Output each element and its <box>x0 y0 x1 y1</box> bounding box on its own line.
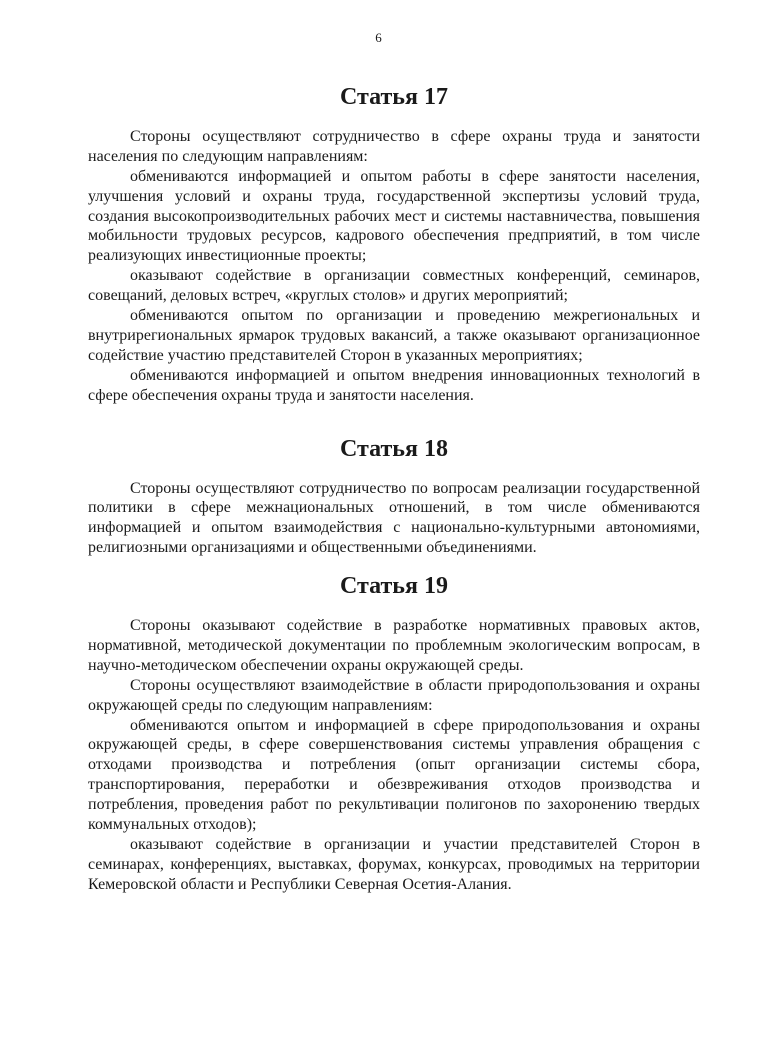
article-19 <box>88 573 700 895</box>
paragraph: обмениваются опытом по организации и проведению межрегиональных и внутрирегиональных ярмарок трудовых вакансий, а также оказывают организационное содействие участию представителей Сторон в указанных мероприятиях; <box>88 307 700 364</box>
paragraph: Стороны осуществляют сотрудничество в сфере охраны труда и занятости населения по следующим направлениям: <box>88 127 700 165</box>
paragraph: оказывают содействие в организации и участии представителей Сторон в семинарах, конференциях, выставках, форумах, конкурсах, проводимых на территории Кемеровской области и Республики Северная Осетия-Алания. <box>88 836 700 893</box>
article-18 <box>88 435 700 559</box>
paragraph: обмениваются опытом и информацией в сфере природопользования и охраны окружающей среды, в сфере совершенствования системы управления обращения с отходами производства и потребления (опыт организации системы сбора, транспортирования, переработки и обезвреживания отходов производства и потребления, проведения работ по рекультивации полигонов по захоронению твердых коммунальных отходов); <box>88 716 700 834</box>
paragraph: Стороны осуществляют сотрудничество по вопросам реализации государственной политики в сфере межнациональных отношений, в том числе обмениваются информацией и опытом взаимодействия с национально-культурными автономиями, религиозными организациями и общественными объединениями. <box>88 479 700 557</box>
paragraph: обмениваются информацией и опытом внедрения инновационных технологий в сфере обеспечения охраны труда и занятости населения. <box>88 366 700 404</box>
paragraph: оказывают содействие в организации совместных конференций, семинаров, совещаний, деловых встреч, «круглых столов» и других мероприятий; <box>88 267 700 305</box>
article-17 <box>88 84 700 406</box>
paragraph: Стороны оказывают содействие в разработке нормативных правовых актов, нормативной, методической документации по проблемным экологическим вопросам, в научно-методическом обеспечении охраны окружающей среды. <box>88 617 700 674</box>
paragraph: обмениваются информацией и опытом работы в сфере занятости населения, улучшения условий и охраны труда, государственной экспертизы условий труда, создания высокопроизводительных рабочих мест и системы наставничества, повышения мобильности трудовых ресурсов, кадрового обеспечения предприятий, в том числе реализующих инвестиционные проекты; <box>88 167 700 265</box>
article-title: Статья 19 <box>340 573 448 600</box>
page-number: 6 <box>375 30 382 45</box>
article-title: Статья 17 <box>340 84 448 110</box>
paragraph: Стороны осуществляют взаимодействие в области природопользования и охраны окружающей среды по следующим направлениям: <box>88 676 700 714</box>
document-body <box>88 84 700 895</box>
article-title: Статья 18 <box>340 435 448 462</box>
